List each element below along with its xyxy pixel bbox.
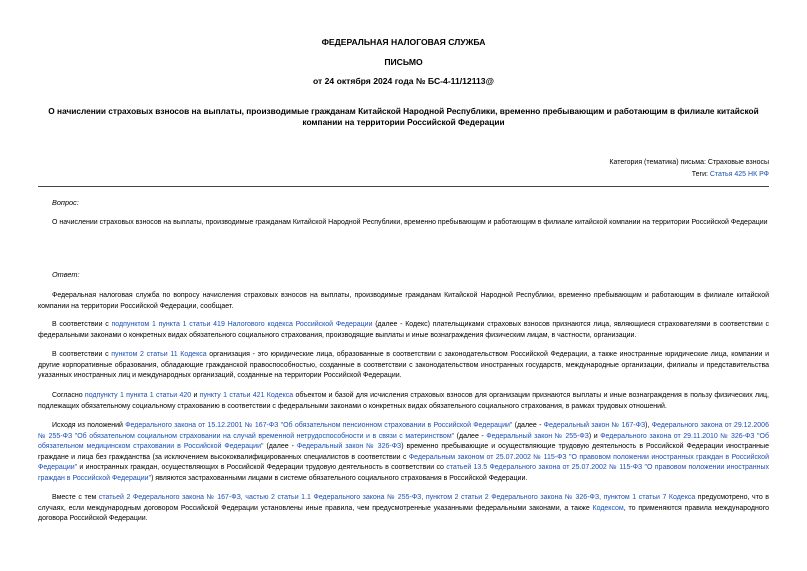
text-span: предусмотрено, что в случаях, если международным договором Российской Федерации установлены иные правила, чем предусмотренные указанными федеральными законами, а также [38,494,769,512]
text-span: (далее - [512,422,544,429]
text-span: и иностранных граждан, осуществляющих в Российской Федерации трудовую деятельность в соответствии со [77,464,447,471]
text-span: ), [645,422,652,429]
law-link[interactable]: Федеральный закон № 326-ФЗ [296,443,402,450]
text-span: В соответствии с [52,351,112,358]
document-subject: О начислении страховых взносов на выплаты, производимые гражданам Китайской Народной Республики, временно пребывающим и работающим в филиале китайской компании на территории Российской Федерации [48,106,759,127]
text-span: ) временно пребывающие и осуществляющие трудовую деятельность в Российской Федерации иностранные граждане и лица без гражданства (за исключением высококвалифицированных специалистов в соответствии с [38,443,769,461]
answer-paragraph-1: Федеральная налоговая служба по вопросу начисления страховых взносов на выплаты, производимые гражданам Китайской Народной Республики, временно пребывающим и работающим в филиале китайской компании на территории Российской Федерации, сообщает. [38,292,769,310]
law-link[interactable]: статьей 13.5 Федерального закона от 25.07.2002 № 115-ФЗ "О правовом положении иностранных граждан в Российской Федерации" [38,464,769,482]
law-link[interactable]: Федерального закона от 15.12.2001 № 167-ФЗ "Об обязательном пенсионном страховании в Российской Федерации" [125,422,513,429]
question-text: О начислении страховых взносов на выплаты, производимые гражданам Китайской Народной Республики, временно пребывающим и работающим в филиале китайской компании на территории Российской Федерации [52,219,768,226]
answer-paragraph-3 [38,350,769,382]
answer-label: Ответ: [52,270,80,279]
text-span: объектом и базой для исчисления страховых взносов для организации признаются выплаты и иные вознаграждения в пользу физических лиц, подлежащих обязательному социальному страхованию в соответствии с федеральными законами о конкретных видах обязательного социального страхования, в рамках трудовых отношений. [38,392,769,410]
text-span: Согласно [52,392,85,399]
text-span: В соответствии с [52,321,112,328]
answer-paragraph-2 [38,320,769,341]
question-label: Вопрос: [52,198,79,207]
text-span: и [191,392,200,399]
tags-label: Теги: [691,171,708,178]
law-link[interactable]: Федерального закона от 29.11.2010 № 326-ФЗ "Об обязательном медицинском страховании в Российской Федерации" [38,432,769,450]
law-link[interactable]: пункту 1 статьи 421 Кодекса [199,392,294,399]
law-link[interactable]: Кодексом [592,504,624,512]
text-span: Вместе с тем [52,494,99,501]
text-span: ) являются застрахованными лицами в системе обязательного социального страхования в Российской Федерации. [151,474,528,482]
law-link[interactable]: Федерального закона от 29.12.2006 № 255-ФЗ "Об обязательном социальном страховании на случай временной нетрудоспособности и в связи с материнством" [38,422,769,440]
document-type: ПИСЬМО [384,57,423,67]
law-link[interactable]: пунктом 2 статьи 11 Кодекса [111,351,207,358]
divider [38,186,769,187]
tag-link[interactable]: Статья 425 НК РФ [709,171,769,178]
agency-title: ФЕДЕРАЛЬНАЯ НАЛОГОВАЯ СЛУЖБА [321,37,486,47]
answer-paragraph-4 [38,391,769,412]
tags-line [692,169,769,180]
answer-paragraph-5 [38,421,769,484]
answer-paragraph-6 [38,493,769,525]
law-link[interactable]: подпункту 1 пункта 1 статьи 420 [84,392,192,399]
text-span: Исходя из положений [52,422,126,429]
law-link[interactable]: подпунктом 1 пункта 1 статьи 419 Налогового кодекса Российской Федерации [111,321,373,328]
document-number-line: от 24 октября 2024 года № БС-4-11/12113@ [313,76,494,86]
text-span: , то применяются правила международного договора Российской Федерации. [38,504,769,522]
law-link[interactable]: статьей 2 Федерального закона № 167-ФЗ, частью 2 статьи 1.1 Федерального закона № 255-ФЗ, пунктом 2 статьи 2 Федерального закона № 326-ФЗ, пунктом 1 статьи 7 Кодекса [98,494,696,501]
text-span: организация - это юридические лица, образованные в соответствии с законодательством Российской Федерации, а также иностранные юридические лица, компании и другие корпоративные образования, обладающие гражданской правоспособностью, созданные в соответствии с законодательством иностранных государств, международные организации, филиалы и представительства указанных иностранных лиц и международных организаций, созданные на территории Российской Федерации. [38,351,769,379]
category-line: Категория (тематика) письма: Страховые взносы [609,159,769,166]
law-link[interactable]: Федеральный закон № 167-ФЗ [543,422,646,429]
text-span: (далее - [454,432,487,440]
text-span: (далее - Кодекс) плательщиками страховых взносов признаются лица, являющиеся страхователями в соответствии с федеральными законами о конкретных видах обязательного социального страхования, производящие выплаты и иные вознаграждения физическим лицам, в частности, организации. [38,321,769,339]
law-link[interactable]: Федеральным законом от 25.07.2002 № 115-ФЗ "О правовом положении иностранных граждан в Российской Федерации" [38,453,769,471]
law-link[interactable]: Федеральный закон № 255-ФЗ [486,432,589,440]
text-span: (далее - [263,443,297,450]
text-span: ) и [588,432,601,440]
